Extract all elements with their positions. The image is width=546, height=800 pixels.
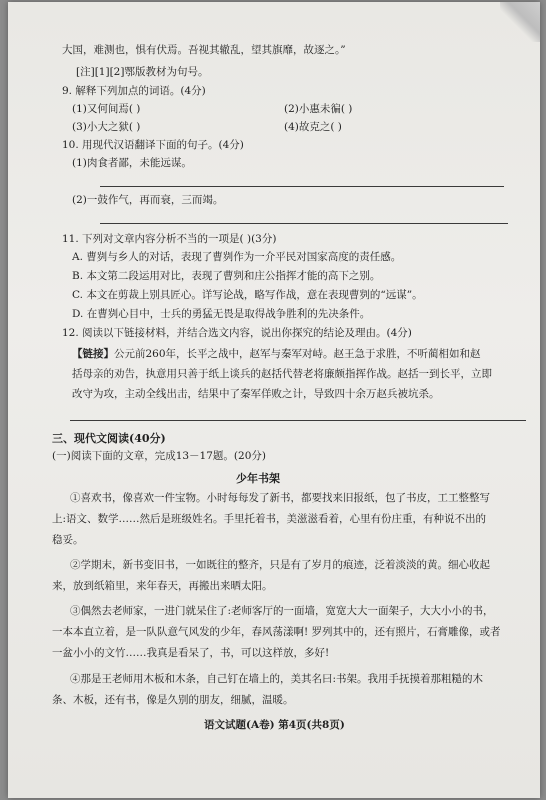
folded-corner bbox=[500, 2, 540, 42]
q11-stem: 11. 下列对文章内容分析不当的一项是( )(3分) bbox=[62, 233, 277, 245]
q11-option-b: B. 本文第二段运用对比，表现了曹刿和庄公指挥才能的高下之别。 bbox=[72, 270, 381, 282]
paragraph-3-line-3: 一盆小小的文竹……我真是看呆了，书，可以这样放，多好! bbox=[52, 647, 330, 659]
article-title: 少年书架 bbox=[236, 472, 280, 485]
paragraph-1-line-2: 上:语文、数学……然后是班级姓名。手里托着书，美滋滋看着，心里有份庄重，有种说不出的 bbox=[52, 513, 487, 525]
q10-sentence-1: (1)肉食者鄙，未能远谋。 bbox=[72, 157, 192, 169]
link-label: 【链接】 bbox=[72, 348, 114, 360]
section-subheading: (一)阅读下面的文章，完成13－17题。(20分) bbox=[52, 450, 266, 462]
paragraph-2-line-2: 来，放到纸箱里，来年春天，再搬出来晒太阳。 bbox=[52, 580, 273, 592]
paragraph-3-line-2: 一本本直立着，是一队队意气风发的少年，春风荡漾啊! 罗列其中的，还有照片，石膏雕像，或者 bbox=[52, 626, 501, 638]
passage-tail: 大国，难测也，惧有伏焉。吾视其辙乱，望其旗靡，故逐之。” bbox=[62, 44, 346, 56]
q12-stem: 12. 阅读以下链接材料，并结合选文内容，说出你探究的结论及理由。(4分) bbox=[62, 327, 412, 339]
answer-line bbox=[70, 420, 526, 421]
link-text: 公元前260年，长平之战中，赵军与秦军对峙。赵王急于求胜，不听蔺相如和赵 bbox=[114, 348, 481, 360]
paragraph-1-line-1: ①喜欢书，像喜欢一件宝物。小时每每发了新书，都要找来旧报纸，包了书皮，工工整整写 bbox=[70, 492, 490, 504]
paragraph-4-line-1: ④那是王老师用木板和木条，自己钉在墙上的，美其名曰:书架。我用手抚摸着那粗糙的木 bbox=[70, 673, 484, 685]
page-footer: 语文试题(A卷) 第4页(共8页) bbox=[204, 719, 345, 731]
q9-item-4: (4)故克之( ) bbox=[284, 121, 342, 133]
q9-stem: 9. 解释下列加点的词语。(4分) bbox=[62, 85, 206, 97]
link-line-2: 括母亲的劝告，执意用只善于纸上谈兵的赵括代替老将廉颇指挥作战。赵括一到长平，立即 bbox=[72, 368, 492, 380]
exam-page bbox=[8, 2, 540, 798]
link-line-3: 改守为攻，主动全线出击，结果中了秦军佯败之计，导致四十余万赵兵被坑杀。 bbox=[72, 388, 440, 400]
q10-sentence-2: (2)一鼓作气，再而衰，三而竭。 bbox=[72, 194, 224, 206]
paragraph-4-line-2: 条、木板，还有书，像是久别的朋友，细腻，温暖。 bbox=[52, 694, 294, 706]
q10-stem: 10. 用现代汉语翻译下面的句子。(4分) bbox=[62, 139, 244, 151]
footnote: [注][1][2]鄂版教材为句号。 bbox=[76, 66, 209, 78]
link-line-1 bbox=[72, 348, 481, 361]
q9-item-2: (2)小惠未徧( ) bbox=[284, 103, 353, 115]
paragraph-1-line-3: 稳妥。 bbox=[52, 534, 84, 546]
q11-option-a: A. 曹刿与乡人的对话，表现了曹刿作为一介平民对国家高度的责任感。 bbox=[72, 251, 402, 263]
paragraph-2-line-1: ②学期末，新书变旧书，一如既往的整齐，只是有了岁月的痕迹，泛着淡淡的黄。细心收起 bbox=[70, 559, 490, 571]
paragraph-3-line-1: ③偶然去老师家，一进门就呆住了:老师客厅的一面墙，宽宽大大一面架子，大大小小的书， bbox=[70, 605, 494, 617]
q9-item-3: (3)小大之狱( ) bbox=[72, 121, 141, 133]
q11-option-c: C. 本文在剪裁上别具匠心。详写论战，略写作战，意在表现曹刿的“远谋”。 bbox=[72, 289, 423, 301]
answer-line bbox=[100, 223, 508, 224]
q11-option-d: D. 在曹刿心目中，士兵的勇猛无畏是取得战争胜利的先决条件。 bbox=[72, 308, 371, 320]
q9-item-1: (1)又何间焉( ) bbox=[72, 103, 141, 115]
section-heading: 三、现代文阅读(40分) bbox=[52, 432, 166, 445]
answer-line bbox=[100, 186, 504, 187]
